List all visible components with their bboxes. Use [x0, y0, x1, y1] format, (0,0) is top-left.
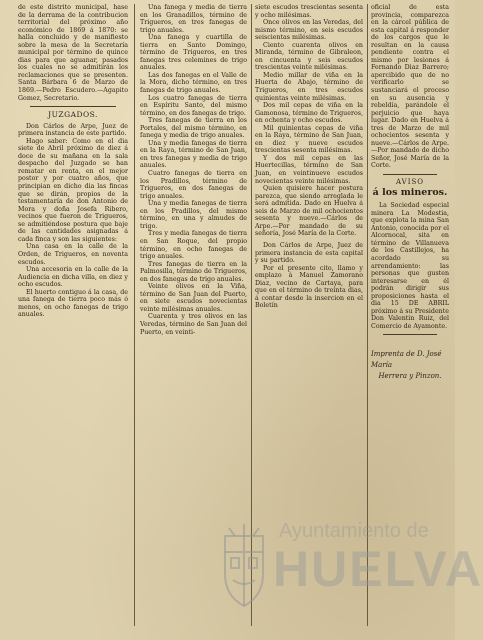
- section-divider: [383, 174, 437, 175]
- col3-paragraph: Mil quinientas cepas de viña en la Raya, término de San Juan, en diez y nueve escudos trescientas sesenta milésimas.: [255, 124, 363, 155]
- column-rule: [251, 4, 252, 626]
- col3-paragraph: Por el presente cito, llamo y emplazo á Manuel Zamorano Diaz, vecino de Cartaya, para que en el término de treinta dias, á contar desde la insercion en el Boletín: [255, 264, 363, 310]
- column-rule: [134, 4, 135, 626]
- printer-imprint: [371, 349, 449, 382]
- col1-paragraph: El huerto contiguo á la casa, de una fanega de tierra poco más ó menos, en ocho fanegas de trigo anuales.: [18, 288, 128, 319]
- column-2: [140, 4, 247, 640]
- col2-paragraph: Tres y media fanegas de tierra en San Roque, del propio término, en ocho fanegas de trigo anuales.: [140, 230, 247, 261]
- imprint-line-2: Herrera y Pinzon.: [378, 372, 442, 381]
- section-divider: [30, 106, 116, 107]
- col2-paragraph: Tres fanegas de tierra en los Portales, del mismo término, en fanega y media de trigo anuales.: [140, 117, 247, 140]
- col2-paragraph: Cuatro fanegas de tierra en los Pradillos, término de Trigueros, en dos fanegas de trigo anuales.: [140, 170, 247, 200]
- aviso-paragraph: La Sociedad especial minera La Modestia, que explota la mina San Antonio, conocida por el Alcornocal, sita en término de Villanueva de los Castillejos, ha acordado su arrendamiento: las personas que gusten interesarse en él podrán dirigir sus proposiciones hasta el dia 15 DE ABRIL próximo á su Presidente Don Valentin Ruiz, del Comercio de Ayamonte.: [371, 202, 449, 330]
- col2-paragraph: Cuarenta y tres olivos en las Veredas, término de San Juan del Puerto, en veinti-: [140, 313, 247, 336]
- section-divider: [383, 334, 437, 335]
- col1-paragraph: Don Cárlos de Arpe, Juez de primera instancia de este partido.: [18, 122, 128, 138]
- col3-paragraph: Ciento cuarenta olivos en Miranda, término de Gibraleon, en cincuenta y seis escudos trescientas veinte milésimas.: [255, 41, 363, 72]
- col2-paragraph: Tres fanegas de tierra en la Palmosilla, término de Trigueros, en dos fanegas de trigo anuales.: [140, 260, 247, 283]
- col1-paragraph: Una accesoria en la calle de la Audiencia en dicha villa, en diez y ocho escudos.: [18, 266, 128, 289]
- column-3: [255, 4, 363, 640]
- col2-paragraph: Una fanega y media de tierra en los Granadillos, término de Trigueros, en tres fanegas de trigo anuales.: [140, 4, 247, 34]
- watermark-top-text: Ayuntamiento de: [279, 520, 429, 542]
- column-4: [371, 4, 449, 640]
- col2-paragraph: Una y media fanegas de tierra en la Raya, término de San Juan, en tres fanegas y media de trigo anuales.: [140, 139, 247, 170]
- col2-paragraph: Veinte olivos en la Viña, término de San Juan del Puerto, en siete escudos novecientas veinte milésimas anuales.: [140, 283, 247, 313]
- col3-paragraph: Quien quisiere hacer postura parezca, que siendo arreglada le será admitida. Dado en Huelva á seis de Marzo de mil ochocientos sesenta y nueve.—Cárlos de Arpe.—Por mandado de su señoría, José María de la Corte.: [255, 185, 363, 238]
- col2-paragraph: Las dos fanegas en el Valle de la Mora, dicho término, en tres fanegas de trigo anuales.: [140, 71, 247, 95]
- col3-paragraph: Once olivos en las Veredas, del mismo término, en seis escudos seiscientas milésimas.: [255, 19, 363, 42]
- col3-paragraph: Y dos mil cepas en las Huertecillas, término de San Juan, en veintinueve escudos novecientas veinte milésimas.: [255, 154, 363, 185]
- column-1: [18, 4, 128, 640]
- col2-paragraph: Los cuatro fanegas de tierra en Espíritu Santo, del mismo término, en dos fanegas de trigo.: [140, 94, 247, 117]
- juzgados-heading: JUZGADOS.: [48, 110, 98, 120]
- watermark-main-text: HUELVA: [273, 541, 483, 597]
- col3-paragraph: Medio millar de viña en la Huerta de Abajo, término de Trigueros, en tres escudos quinientas veinte milésimas.: [255, 71, 363, 102]
- column-1-intro: de este distrito municipal, hase de la derrama de la contribucion territorial del próximo año económico de 1869 á 1870: se halla concluido y de manifiesto sobre la mesa de la Secretaría municipal por término de quince dias para que aguanar, pasados los cuales no se admitirán los reclamaciones que se presenten. Santa Bárbara 6 de Marzo de 1869.—Pedro Escudero.—Agapito Gomez, Secretario.: [18, 4, 128, 102]
- col3-paragraph: siete escudos trescientas sesenta y ocho milésimas.: [255, 4, 363, 19]
- col3-paragraph: Don Cárlos de Arpe, Juez de primera instancia de esta capital y su partido.: [255, 241, 363, 265]
- col2-paragraph: Una fanega y cuartilla de tierra en Santo Domingo, término de Trigueros, en tres fanegas tres celemines de trigo anuales.: [140, 34, 247, 72]
- aviso-subtitle: á los mineros.: [372, 186, 448, 198]
- col1-paragraph: Hago saber: Como en el dia siete de Abril próximo de diez á doce de su mañana en la sala despacho del Juzgado se han rematar en renta, en el mejor postor y por cuatro años, que principian en dicho dia las fincas que se dirán, propios de la testamentaría de don Antonio de Mora y doña Josefa Ribero, vecinos que fueron de Trigueros, se admitiéndose postura que baje de las cantidades asignadas á cada finca y son las siguientes:: [18, 137, 128, 243]
- imprint-line-1: Imprenta de D. José María: [371, 350, 442, 370]
- column-rule: [367, 4, 368, 626]
- aviso-title: AVISO: [395, 178, 425, 187]
- col1-paragraph: Una casa en la calle de la Orden, de Trigueros, en noventa escudos.: [18, 243, 128, 266]
- col3-paragraph: Dos mil cepas de viña en la Gamonosa, término de Trigueros, en ochenta y ocho escudos.: [255, 102, 363, 125]
- col4-paragraph: oficial de esta provincia, comparezca en la cárcel pública de esta capital á responder de los cargos que le resultan en la causa pendiente contra el mismo por lesiones á Fernando Diaz Barrero; apercibido que de no verificarlo se sustanciará el proceso en su ausencia y rebeldía, parándole el perjuicio que haya lugar. Dado en Huelva á tres de Marzo de mil ochocientos sesenta y nueve.—Cárlos de Arpe.—Por mandado de dicho Señor, José María de la Corte.: [371, 4, 449, 170]
- col2-paragraph: Una y media fanegas de tierra en los Pradillos, del mismo término, en una y almudes de trigo.: [140, 200, 247, 230]
